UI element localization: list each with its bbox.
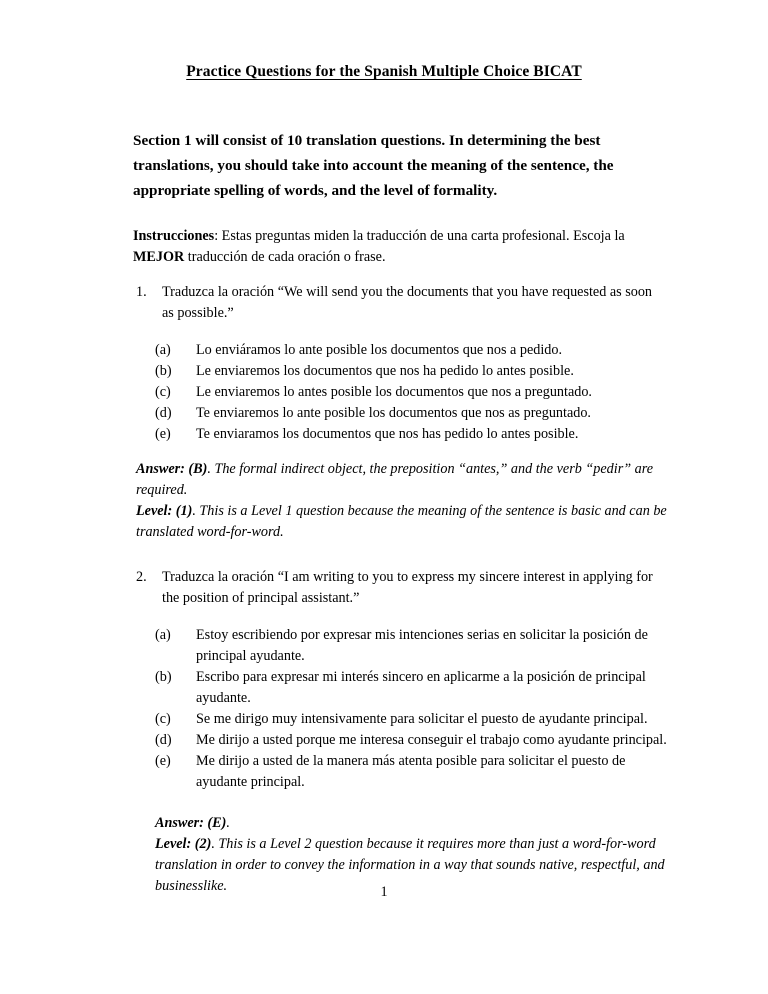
- option-text: Lo enviáramos lo ante posible los documentos que nos a pedido.: [196, 342, 563, 358]
- option-row[interactable]: [155, 424, 667, 445]
- option-letter: (a): [155, 342, 171, 358]
- question-1-answer-text: . The formal indirect object, the preposition “antes,” and the verb “pedir” are required.: [136, 461, 654, 498]
- instructions-label: Instrucciones: [133, 228, 215, 245]
- question-2-options: [155, 625, 667, 793]
- question-block-1: [0, 282, 768, 543]
- question-2-level-label: Level: (2): [155, 836, 212, 852]
- question-1-stem-row: [136, 282, 664, 324]
- question-1-explanation: [136, 459, 668, 543]
- instructions-emphasis: MEJOR: [133, 249, 185, 266]
- option-text: Me dirijo a usted de la manera más atenta posible para solicitar el puesto de ayudante principal.: [196, 753, 626, 790]
- question-2-stem-row: [136, 567, 664, 609]
- option-row[interactable]: [155, 403, 667, 424]
- question-1-stem: Traduzca la oración “We will send you the documents that you have requested as soon as possible.”: [162, 284, 653, 321]
- option-letter: (e): [155, 753, 171, 769]
- option-letter: (a): [155, 627, 171, 643]
- option-row[interactable]: [155, 340, 667, 361]
- option-row[interactable]: [155, 751, 667, 793]
- option-letter: (b): [155, 669, 172, 685]
- instructions-text-part1: : Estas preguntas miden la traducción de una carta profesional. Escoja la: [214, 228, 625, 245]
- question-2-number: 2.: [136, 569, 147, 585]
- option-text: Te enviaramos los documentos que nos has pedido lo antes posible.: [196, 426, 579, 442]
- option-row[interactable]: [155, 730, 667, 751]
- question-2-stem: Traduzca la oración “I am writing to you to express my sincere interest in applying for the position of principal assistant.”: [162, 569, 653, 606]
- page-title-text: Practice Questions for the Spanish Multiple Choice BICAT: [186, 63, 582, 81]
- option-row[interactable]: [155, 709, 667, 730]
- section-intro-paragraph: Section 1 will consist of 10 translation questions. In determining the best translations, you should take into account the meaning of the sentence, the appropriate spelling of words, and the level of formality.: [133, 132, 614, 200]
- option-letter: (d): [155, 405, 172, 421]
- question-1-level-label: Level: (1): [136, 503, 193, 519]
- option-letter: (d): [155, 732, 172, 748]
- option-letter: (c): [155, 711, 171, 727]
- option-text: Estoy escribiendo por expresar mis intenciones serias en solicitar la posición de principal ayudante.: [196, 627, 648, 664]
- option-row[interactable]: [155, 361, 667, 382]
- option-text: Me dirijo a usted porque me interesa conseguir el trabajo como ayudante principal.: [196, 732, 667, 748]
- option-text: Le enviaremos los documentos que nos ha pedido lo antes posible.: [196, 363, 574, 379]
- question-1-answer-label: Answer: (B): [136, 461, 208, 477]
- option-letter: (c): [155, 384, 171, 400]
- page-title: [0, 63, 768, 81]
- option-text: Escribo para expresar mi interés sincero en aplicarme a la posición de principal ayudante.: [196, 669, 646, 706]
- option-letter: (e): [155, 426, 171, 442]
- question-2-answer-label: Answer: (E): [155, 815, 227, 831]
- question-2-level-text: . This is a Level 2 question because it requires more than just a word-for-word translation in order to convey the information in a way that sounds native, respectful, and businesslike.: [155, 836, 665, 894]
- option-row[interactable]: [155, 625, 667, 667]
- option-row[interactable]: [155, 667, 667, 709]
- question-2-answer-text: .: [226, 815, 230, 831]
- instructions-paragraph: [133, 226, 667, 268]
- option-row[interactable]: [155, 382, 667, 403]
- question-1-number: 1.: [136, 284, 147, 300]
- option-text: Le enviaremos lo antes posible los documentos que nos a preguntado.: [196, 384, 592, 400]
- question-1-options: [155, 340, 667, 445]
- option-letter: (b): [155, 363, 172, 379]
- instructions-text-part2: traducción de cada oración o frase.: [184, 249, 386, 266]
- question-block-2: [0, 567, 768, 897]
- question-1-level-text: . This is a Level 1 question because the meaning of the sentence is basic and can be translated word-for-word.: [136, 503, 667, 540]
- page-number: 1: [380, 884, 388, 900]
- option-text: Se me dirigo muy intensivamente para solicitar el puesto de ayudante principal.: [196, 711, 648, 727]
- option-text: Te enviaremos lo ante posible los documentos que nos as preguntado.: [196, 405, 591, 421]
